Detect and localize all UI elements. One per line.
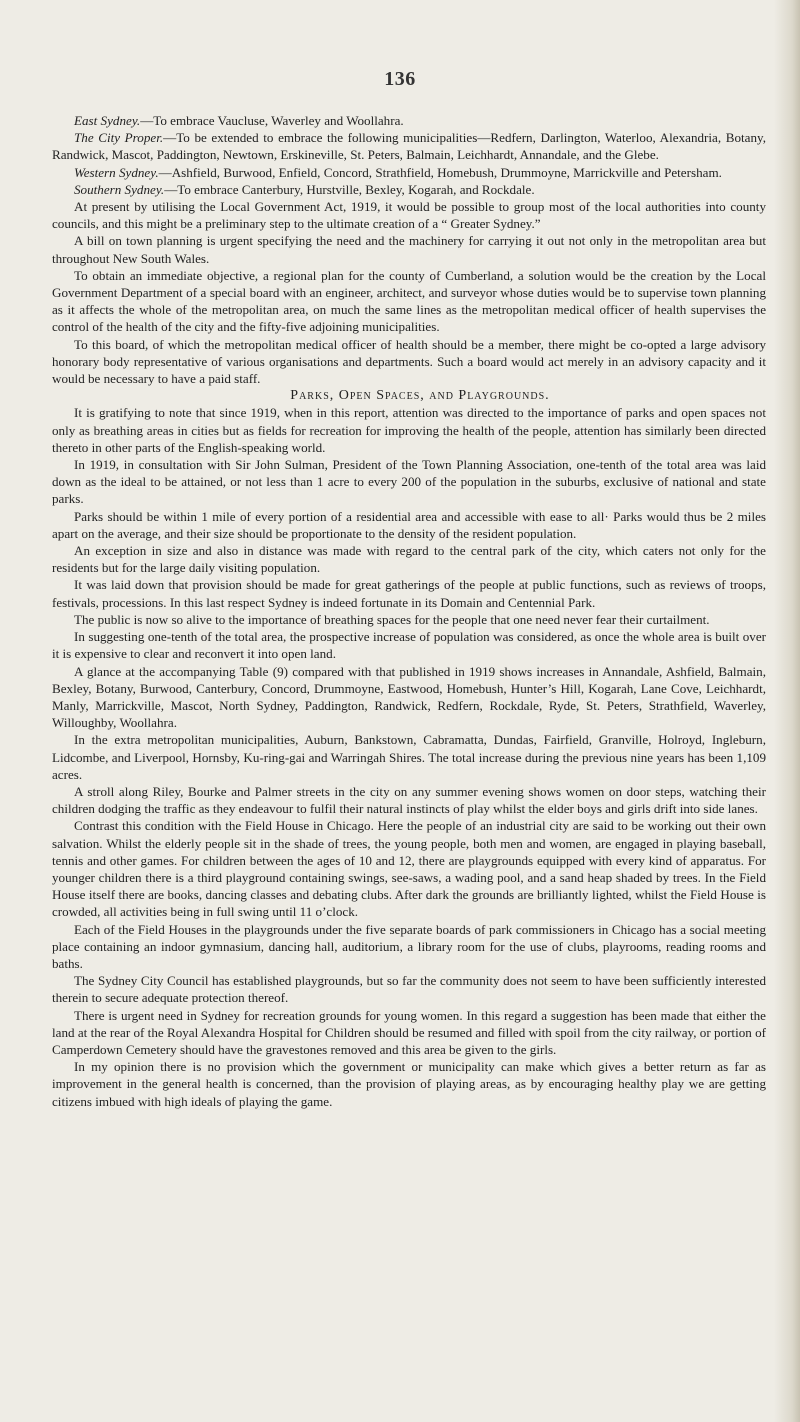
paragraph: At present by utilising the Local Government Act, 1919, it would be possible to group most of the local authorities into county councils, and this might be a preliminary step to the ultimate creation of a “ Greater Sydney.” bbox=[52, 199, 766, 232]
page-number: 136 bbox=[384, 68, 416, 90]
paragraph: The public is now so alive to the importance of breathing spaces for the people that one need never fear their curtailment. bbox=[74, 611, 710, 627]
paragraph: A stroll along Riley, Bourke and Palmer streets in the city on any summer evening shows women on door steps, watching their children dodging the traffic as they endeavour to fulfil their natural instincts of play whilst the elder boys and girls drift into side lanes. bbox=[52, 783, 766, 817]
paragraph: To obtain an immediate objective, a regional plan for the county of Cumberland, a solution would be the creation by the Local Government Department of a special board with an engineer, architect, and surveyor whose duties would be to supervise town planning as it affects the whole of the metropolitan area, on much the same lines as the metropolitan medical officer of health supervises the control of the health of the city and the fifty-five adjoining municipalities. bbox=[52, 267, 766, 335]
region-city-proper bbox=[52, 129, 766, 163]
paragraph: A glance at the accompanying Table (9) compared with that published in 1919 shows increases in Annandale, Ashfield, Balmain, Bexley, Botany, Burwood, Canterbury, Concord, Drummoyne, Eastwood, Homebush, Hunter’s Hill, Kogarah, Lane Cove, Leichhardt, Manly, Marrickville, Mascot, North Sydney, Paddington, Randwick, Redfern, Rockdale, Ryde, St. Peters, Strathfield, Waverley, Willoughby, Woollahra. bbox=[52, 663, 766, 731]
paragraph: Contrast this condition with the Field House in Chicago. Here the people of an industrial city are said to be working out their own salvation. Whilst the elderly people sit in the shade of trees, the young people, both men and women, are engaged in playing baseball, tennis and other games. For children between the ages of 10 and 12, there are playgrounds equipped with every kind of apparatus. For younger children there is a third playground containing swings, see-saws, a wading pool, and a sand heap shaded by trees. In the Field House itself there are books, dancing classes and debating clubs. After dark the grounds are brilliantly lighted, whilst the Field House is crowded, all activities being in full swing until 11 o’clock. bbox=[52, 818, 766, 920]
paragraph: Each of the Field Houses in the playgrounds under the five separate boards of park commissioners in Chicago has a social meeting place containing an indoor gymnasium, dancing hall, auditorium, a library room for the use of clubs, playrooms, reading rooms and baths. bbox=[52, 921, 766, 971]
region-east-sydney bbox=[52, 112, 766, 129]
region-name: Western Sydney. bbox=[74, 164, 159, 180]
paragraph: A bill on town planning is urgent specifying the need and the machinery for carrying it out not only in the metropolitan area but throughout New South Wales. bbox=[52, 233, 766, 266]
paragraph: There is urgent need in Sydney for recreation grounds for young women. In this regard a suggestion has been made that either the land at the rear of the Royal Alexandra Hospital for Children should be resumed and filled with spoil from the city railway, or portion of Camperdown Cemetery should have the gravestones removed and this area be given to the girls. bbox=[52, 1007, 766, 1057]
paragraph: An exception in size and also in distance was made with regard to the central park of the city, which caters not only for the residents but for the large daily visiting population. bbox=[52, 543, 766, 576]
section-heading: Parks, Open Spaces, and Playgrounds. bbox=[290, 388, 550, 404]
paragraph: The Sydney City Council has established playgrounds, but so far the community does not seem to have been sufficiently interested therein to secure adequate protection thereof. bbox=[52, 973, 766, 1006]
region-southern-sydney bbox=[52, 181, 766, 198]
paragraph: In the extra metropolitan municipalities, Auburn, Bankstown, Cabramatta, Dundas, Fairfield, Granville, Holroyd, Ingleburn, Lidcombe, and Liverpool, Hornsby, Ku-ring-gai and Warringah Shires. The total increase during the previous nine years has been 1,109 acres. bbox=[52, 732, 766, 782]
paragraph: In my opinion there is no provision which the government or municipality can make which gives a better return as far as improvement in the general health is concerned, than the provision of playing areas, as by encouraging healthy play we are getting citizens imbued with high ideals of playing the game. bbox=[52, 1059, 766, 1109]
page-edge-shadow bbox=[774, 0, 800, 1422]
paragraph: It was laid down that provision should be made for great gatherings of the people at public functions, such as reviews of troops, festivals, processions. In this last respect Sydney is indeed fortunate in its Domain and Centennial Park. bbox=[52, 577, 766, 610]
region-text: —To embrace Canterbury, Hurstville, Bexley, Kogarah, and Rockdale. bbox=[164, 181, 535, 197]
paragraph: It is gratifying to note that since 1919, when in this report, attention was directed to the importance of parks and open spaces not only as breathing areas in cities but as fields for recreation for improving the health of the people, attention has similarly been directed thereto in other parts of the English-speaking world. bbox=[52, 405, 766, 455]
region-text: —To be extended to embrace the following municipalities—Redfern, Darlington, Waterloo, Alexandria, Botany, Randwick, Mascot, Paddington, Newtown, Erskineville, St. Peters, Balmain, Leichhardt, Annandale, and the Glebe. bbox=[52, 130, 766, 163]
region-western-sydney bbox=[52, 164, 766, 181]
region-name: East Sydney. bbox=[74, 113, 141, 128]
region-name: Southern Sydney. bbox=[74, 181, 165, 197]
region-name: The City Proper. bbox=[74, 130, 164, 146]
page-body bbox=[52, 112, 766, 1110]
paragraph: To this board, of which the metropolitan medical officer of health should be a member, there might be co-opted a large advisory honorary body representative of various organisations and departments. Such a board would act merely in an advisory capacity and it would be necessary to have a paid staff. bbox=[52, 336, 766, 387]
region-text: —To embrace Vaucluse, Waverley and Woollahra. bbox=[140, 113, 404, 128]
paragraph: In 1919, in consultation with Sir John Sulman, President of the Town Planning Association, one-tenth of the total area was laid down as the ideal to be attained, or not less than 1 acre to every 200 of the population in the suburbs, exclusive of national and state parks. bbox=[52, 457, 766, 507]
paragraph: In suggesting one-tenth of the total area, the prospective increase of population was considered, as once the whole area is built over it is expensive to clear and reconvert it into open land. bbox=[52, 629, 766, 662]
region-text: —Ashfield, Burwood, Enfield, Concord, Strathfield, Homebush, Drummoyne, Marrickville and Petersham. bbox=[158, 164, 722, 180]
paragraph: Parks should be within 1 mile of every portion of a residential area and accessible with ease to all· Parks would thus be 2 miles apart on the average, and their size should be proportionate to the density of the resident population. bbox=[52, 508, 766, 541]
